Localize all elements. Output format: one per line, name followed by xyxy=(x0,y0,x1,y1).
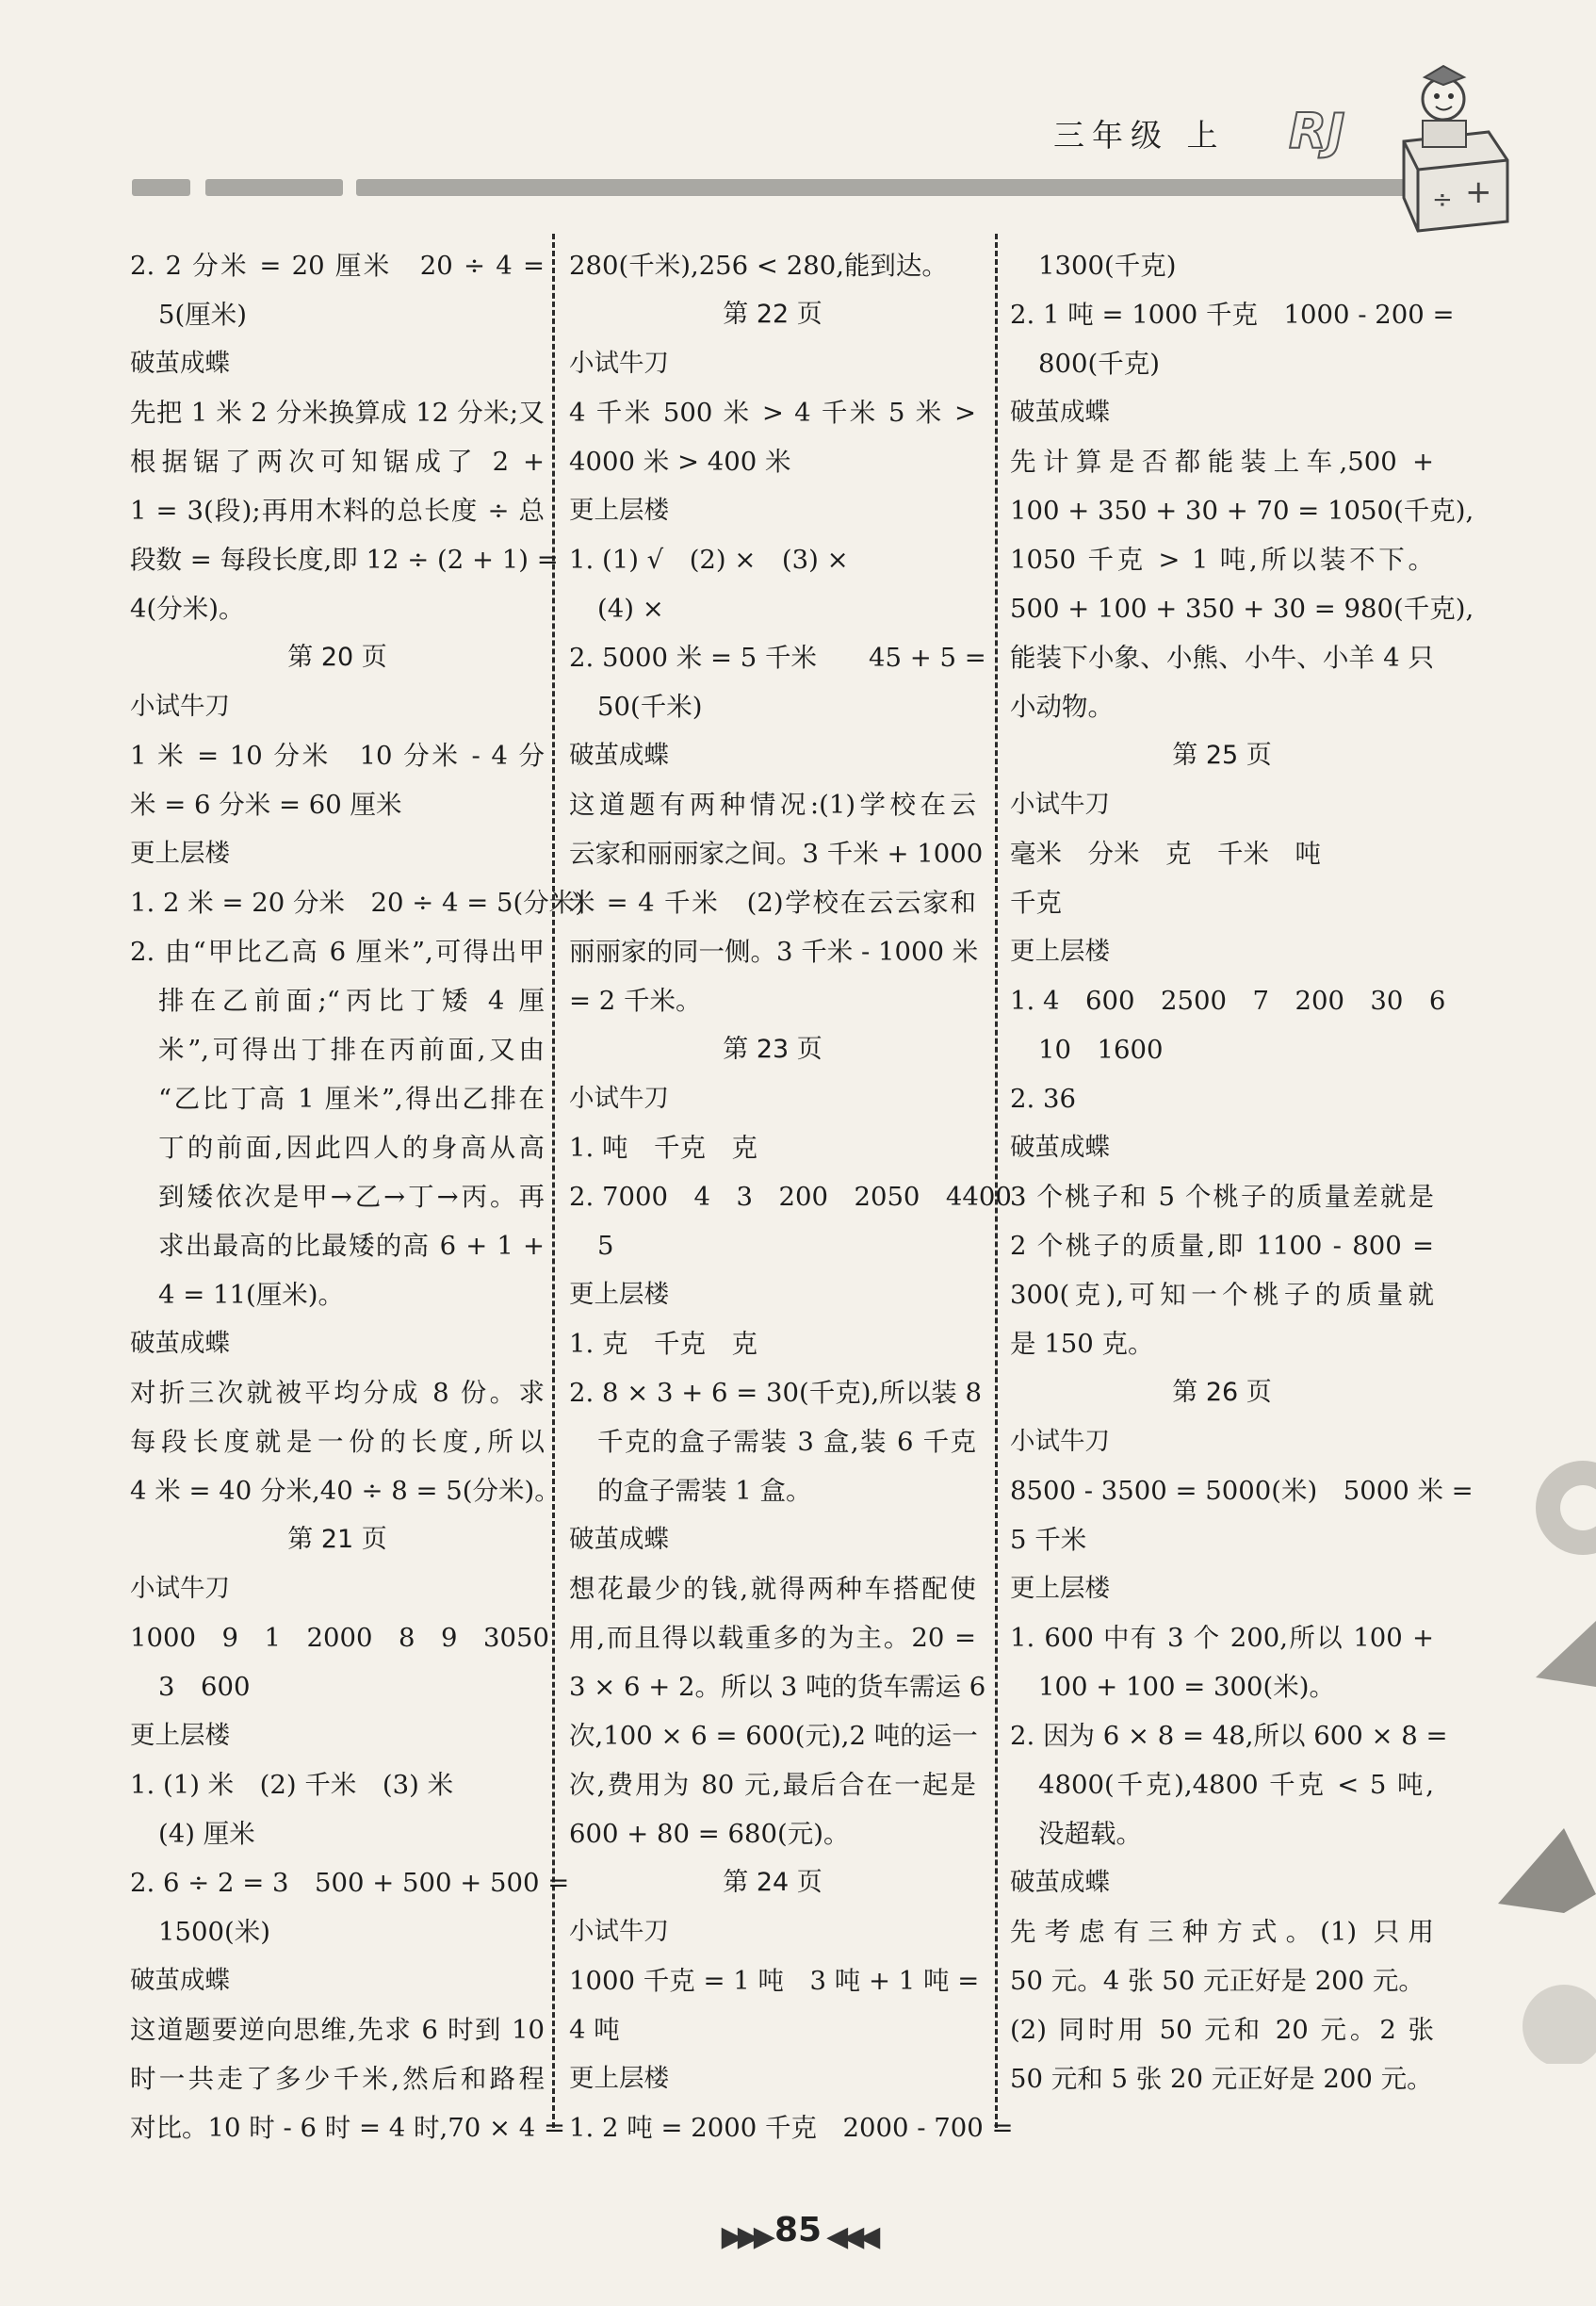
answer-line: = 2 千米。 xyxy=(569,986,702,1016)
answer-line: 4 米 = 40 分米,40 ÷ 8 = 5(分米)。 xyxy=(130,1476,561,1506)
section-heading: 小试牛刀 xyxy=(1010,1427,1110,1456)
svg-text:÷: ÷ xyxy=(1432,186,1453,214)
answer-line: 1000 9 1 2000 8 9 3050 xyxy=(130,1623,549,1653)
answer-line: 50(千米) xyxy=(597,692,703,722)
page-heading: 第 20 页 xyxy=(287,643,387,672)
answer-line: 1. 吨 千克 克 xyxy=(569,1133,757,1163)
answer-line: 排在乙前面;“丙比丁矮 4 厘 xyxy=(158,986,545,1016)
answer-line: 次,费用为 80 元,最后合在一起是 xyxy=(569,1770,976,1800)
backward-arrows-icon: ◀◀◀ xyxy=(826,2220,875,2253)
page-heading: 第 26 页 xyxy=(1172,1378,1272,1407)
answer-line: 的盒子需装 1 盒。 xyxy=(597,1476,812,1506)
answer-line: 50 元和 5 张 20 元正好是 200 元。 xyxy=(1010,2064,1433,2094)
section-heading: 破茧成蝶 xyxy=(130,1329,230,1358)
answer-line: 3 × 6 + 2。所以 3 吨的货车需运 6 xyxy=(569,1672,986,1702)
page-heading: 第 24 页 xyxy=(723,1868,822,1897)
column-divider xyxy=(995,234,998,2128)
section-heading: 更上层楼 xyxy=(130,839,230,868)
answer-line: 1300(千克) xyxy=(1038,251,1177,281)
answer-line: 800(千克) xyxy=(1038,349,1160,379)
section-heading: 小试牛刀 xyxy=(569,349,669,378)
answer-line: 千克 xyxy=(1010,888,1062,918)
answer-line: 千克的盒子需装 3 盒,装 6 千克 xyxy=(597,1427,976,1457)
page-heading: 第 25 页 xyxy=(1172,741,1272,770)
answer-line: 2. 1 吨 = 1000 千克 1000 - 200 = xyxy=(1010,300,1455,330)
answer-line: 5 xyxy=(597,1231,614,1261)
section-heading: 更上层楼 xyxy=(1010,937,1110,966)
section-heading: 破茧成蝶 xyxy=(130,1966,230,1995)
answer-line: 300(克),可知一个桃子的质量就 xyxy=(1010,1280,1434,1310)
answer-column-2 xyxy=(569,241,1014,2152)
section-heading: 小试牛刀 xyxy=(130,1574,230,1603)
section-heading: 破茧成蝶 xyxy=(569,1525,669,1554)
answer-line: 500 + 100 + 350 + 30 = 980(千克), xyxy=(1010,594,1474,624)
header-bar-segment xyxy=(356,179,1421,196)
answer-line: 先把 1 米 2 分米换算成 12 分米;又 xyxy=(130,398,545,428)
answer-line: 1. 2 吨 = 2000 千克 2000 - 700 = xyxy=(569,2113,1014,2143)
section-heading: 更上层楼 xyxy=(130,1721,230,1750)
answer-line: 2. 6 ÷ 2 = 3 500 + 500 + 500 = xyxy=(130,1868,570,1898)
answer-line: 2. 36 xyxy=(1010,1084,1076,1114)
answer-line: 10 1600 xyxy=(1038,1035,1164,1065)
section-heading: 小试牛刀 xyxy=(569,1084,669,1113)
answer-line: 2 个桃子的质量,即 1100 - 800 = xyxy=(1010,1231,1434,1261)
answer-line: 2. 因为 6 × 8 = 48,所以 600 × 8 = xyxy=(1010,1721,1448,1751)
answer-line: 根据锯了两次可知锯成了 2 + xyxy=(130,447,545,477)
answer-line: (4) 厘米 xyxy=(158,1819,255,1849)
answer-line: 1. (1) 米 (2) 千米 (3) 米 xyxy=(130,1770,454,1800)
answer-line: 2. 7000 4 3 200 2050 4400 xyxy=(569,1182,1012,1212)
section-heading: 破茧成蝶 xyxy=(1010,1133,1110,1162)
answer-line: 米 = 6 分米 = 60 厘米 xyxy=(130,790,402,820)
answer-line: 先考虑有三种方式。(1) 只用 xyxy=(1010,1917,1434,1947)
answer-line: 1. 4 600 2500 7 200 30 6 xyxy=(1010,986,1446,1016)
answer-line: 2. 2 分米 = 20 厘米 20 ÷ 4 = xyxy=(130,251,545,281)
grade-label: 三年级 上 xyxy=(1053,117,1226,154)
svg-text:+: + xyxy=(1465,173,1492,211)
answer-line: 用,而且得以载重多的为主。20 = xyxy=(569,1623,976,1653)
section-heading: 更上层楼 xyxy=(569,1280,669,1309)
answer-line: 丽丽家的同一侧。3 千米 - 1000 米 xyxy=(569,937,979,967)
answer-line: 这道题有两种情况:(1)学校在云 xyxy=(569,790,976,820)
answer-line: 4000 米 > 400 米 xyxy=(569,447,791,477)
answer-line: 1 = 3(段);再用木料的总长度 ÷ 总 xyxy=(130,496,545,526)
answer-line: 50 元。4 张 50 元正好是 200 元。 xyxy=(1010,1966,1425,1996)
answer-line: 先计算是否都能装上车,500 + xyxy=(1010,447,1434,477)
answer-line: 3 600 xyxy=(158,1672,251,1702)
answer-line: 次,100 × 6 = 600(元),2 吨的运一 xyxy=(569,1721,978,1751)
answer-column-3 xyxy=(1010,241,1474,2103)
answer-line: 100 + 100 = 300(米)。 xyxy=(1038,1672,1335,1702)
answer-line: 1. 2 米 = 20 分米 20 ÷ 4 = 5(分米) xyxy=(130,888,585,918)
answer-line: 没超载。 xyxy=(1038,1819,1142,1849)
answer-line: 2. 8 × 3 + 6 = 30(千克),所以装 8 xyxy=(569,1378,982,1408)
rj-logo: RJ xyxy=(1289,104,1345,160)
section-heading: 更上层楼 xyxy=(569,2064,669,2093)
section-heading: 破茧成蝶 xyxy=(1010,398,1110,427)
answer-line: 小动物。 xyxy=(1010,692,1114,722)
answer-line: 段数 = 每段长度,即 12 ÷ (2 + 1) = xyxy=(130,545,559,575)
section-heading: 更上层楼 xyxy=(569,496,669,525)
section-heading: 更上层楼 xyxy=(1010,1574,1110,1603)
section-heading: 破茧成蝶 xyxy=(130,349,230,378)
answer-line: 1. 600 中有 3 个 200,所以 100 + xyxy=(1010,1623,1434,1653)
answer-line: 1 米 = 10 分米 10 分米 - 4 分 xyxy=(130,741,545,771)
answer-line: 能装下小象、小熊、小牛、小羊 4 只 xyxy=(1010,643,1434,673)
answer-line: 5 千米 xyxy=(1010,1525,1087,1555)
section-heading: 破茧成蝶 xyxy=(569,741,669,770)
header-bar-segment xyxy=(205,179,343,196)
mascot-illustration xyxy=(1376,57,1517,236)
header-bar-segment xyxy=(132,179,190,196)
answer-line: 米”,可得出丁排在丙前面,又由 xyxy=(158,1035,545,1065)
answer-line: 云家和丽丽家之间。3 千米 + 1000 xyxy=(569,839,984,869)
section-heading: 小试牛刀 xyxy=(569,1917,669,1946)
answer-line: 1050 千克 > 1 吨,所以装不下。 xyxy=(1010,545,1434,575)
answer-line: 8500 - 3500 = 5000(米) 5000 米 = xyxy=(1010,1476,1474,1506)
answer-line: 4(分米)。 xyxy=(130,594,245,624)
section-heading: 破茧成蝶 xyxy=(1010,1868,1110,1897)
answer-line: 4 吨 xyxy=(569,2015,620,2045)
answer-line: 3 个桃子和 5 个桃子的质量差就是 xyxy=(1010,1182,1434,1212)
answer-line: 想花最少的钱,就得两种车搭配使 xyxy=(569,1574,976,1604)
page-heading: 第 21 页 xyxy=(287,1525,387,1554)
answer-line: 求出最高的比最矮的高 6 + 1 + xyxy=(158,1231,545,1261)
answer-line: (2) 同时用 50 元和 20 元。2 张 xyxy=(1010,2015,1434,2045)
answer-line: 280(千米),256 < 280,能到达。 xyxy=(569,251,948,281)
answer-line: 2. 5000 米 = 5 千米 45 + 5 = xyxy=(569,643,986,673)
answer-column-1 xyxy=(130,241,585,2152)
answer-line: 每段长度就是一份的长度,所以 xyxy=(130,1427,545,1457)
answer-line: 5(厘米) xyxy=(158,300,247,330)
answer-line: 4 千米 500 米 > 4 千米 5 米 > xyxy=(569,398,976,428)
answer-line: 对折三次就被平均分成 8 份。求 xyxy=(130,1378,545,1408)
answer-line: 2. 由“甲比乙高 6 厘米”,可得出甲 xyxy=(130,937,545,967)
answer-line: 这道题要逆向思维,先求 6 时到 10 xyxy=(130,2015,545,2045)
answer-line: 米 = 4 千米 (2)学校在云云家和 xyxy=(569,888,976,918)
page-heading: 第 22 页 xyxy=(723,300,822,329)
section-heading: 小试牛刀 xyxy=(1010,790,1110,819)
page-heading: 第 23 页 xyxy=(723,1035,822,1064)
answer-line: 到矮依次是甲→乙→丁→丙。再 xyxy=(158,1182,545,1212)
answer-line: 1500(米) xyxy=(158,1917,270,1947)
page-footer xyxy=(0,2211,1596,2253)
answer-line: 4800(千克),4800 千克 < 5 吨, xyxy=(1038,1770,1434,1800)
answer-line: 毫米 分米 克 千米 吨 xyxy=(1010,839,1321,869)
answer-line: “乙比丁高 1 厘米”,得出乙排在 xyxy=(158,1084,545,1114)
page-number: 85 xyxy=(774,2211,822,2249)
answer-line: 时一共走了多少千米,然后和路程 xyxy=(130,2064,545,2094)
answer-line: 600 + 80 = 680(元)。 xyxy=(569,1819,850,1849)
answer-line: (4) × xyxy=(597,594,664,624)
answer-line: 是 150 克。 xyxy=(1010,1329,1154,1359)
answer-line: 1. 克 千克 克 xyxy=(569,1329,757,1359)
answer-line: 4 = 11(厘米)。 xyxy=(158,1280,344,1310)
answer-line: 丁的前面,因此四人的身高从高 xyxy=(158,1133,545,1163)
decorative-shapes xyxy=(1489,1451,1596,2064)
section-heading: 小试牛刀 xyxy=(130,692,230,721)
answer-line: 1000 千克 = 1 吨 3 吨 + 1 吨 = xyxy=(569,1966,980,1996)
answer-line: 1. (1) √ (2) × (3) × xyxy=(569,545,849,575)
forward-arrows-icon: ▶▶▶ xyxy=(721,2220,770,2253)
answer-line: 对比。10 时 - 6 时 = 4 时,70 × 4 = xyxy=(130,2113,566,2143)
answer-line: 100 + 350 + 30 + 70 = 1050(千克), xyxy=(1010,496,1474,526)
column-divider xyxy=(552,234,555,2128)
